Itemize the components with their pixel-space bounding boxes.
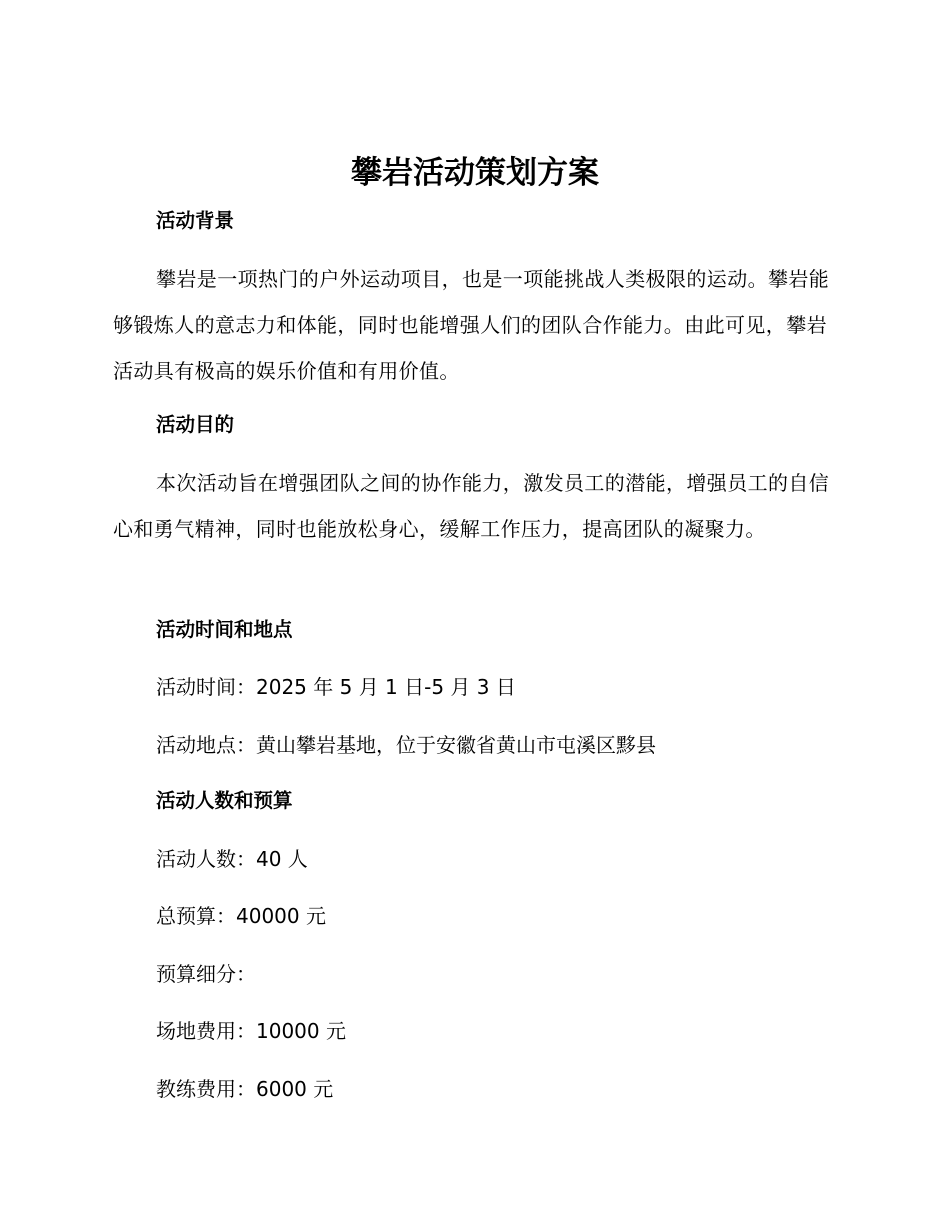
coach-fee: 教练费用：6000 元 xyxy=(156,1077,334,1101)
section-heading-people-budget: 活动人数和预算 xyxy=(156,789,293,812)
activity-time: 活动时间：2025 年 5 月 1 日-5 月 3 日 xyxy=(156,675,516,699)
total-budget: 总预算：40000 元 xyxy=(156,904,326,928)
activity-people: 活动人数：40 人 xyxy=(156,847,308,871)
paragraph-purpose: 本次活动旨在增强团队之间的协作能力，激发员工的潜能，增强员工的自信心和勇气精神，同时也能放松身心，缓解工作压力，提高团队的凝聚力。 xyxy=(113,471,830,541)
section-heading-purpose: 活动目的 xyxy=(156,413,235,436)
activity-place: 活动地点：黄山攀岩基地，位于安徽省黄山市屯溪区黟县 xyxy=(156,733,656,757)
section-heading-time-place: 活动时间和地点 xyxy=(156,618,293,641)
paragraph-background: 攀岩是一项热门的户外运动项目，也是一项能挑战人类极限的运动。攀岩能够锻炼人的意志力和体能，同时也能增强人们的团队合作能力。由此可见，攀岩活动具有极高的娱乐价值和有用价值。 xyxy=(113,267,830,383)
document-title: 攀岩活动策划方案 xyxy=(351,155,599,191)
venue-fee: 场地费用：10000 元 xyxy=(156,1019,346,1043)
budget-breakdown-label: 预算细分： xyxy=(156,962,256,986)
section-heading-background: 活动背景 xyxy=(156,209,235,232)
